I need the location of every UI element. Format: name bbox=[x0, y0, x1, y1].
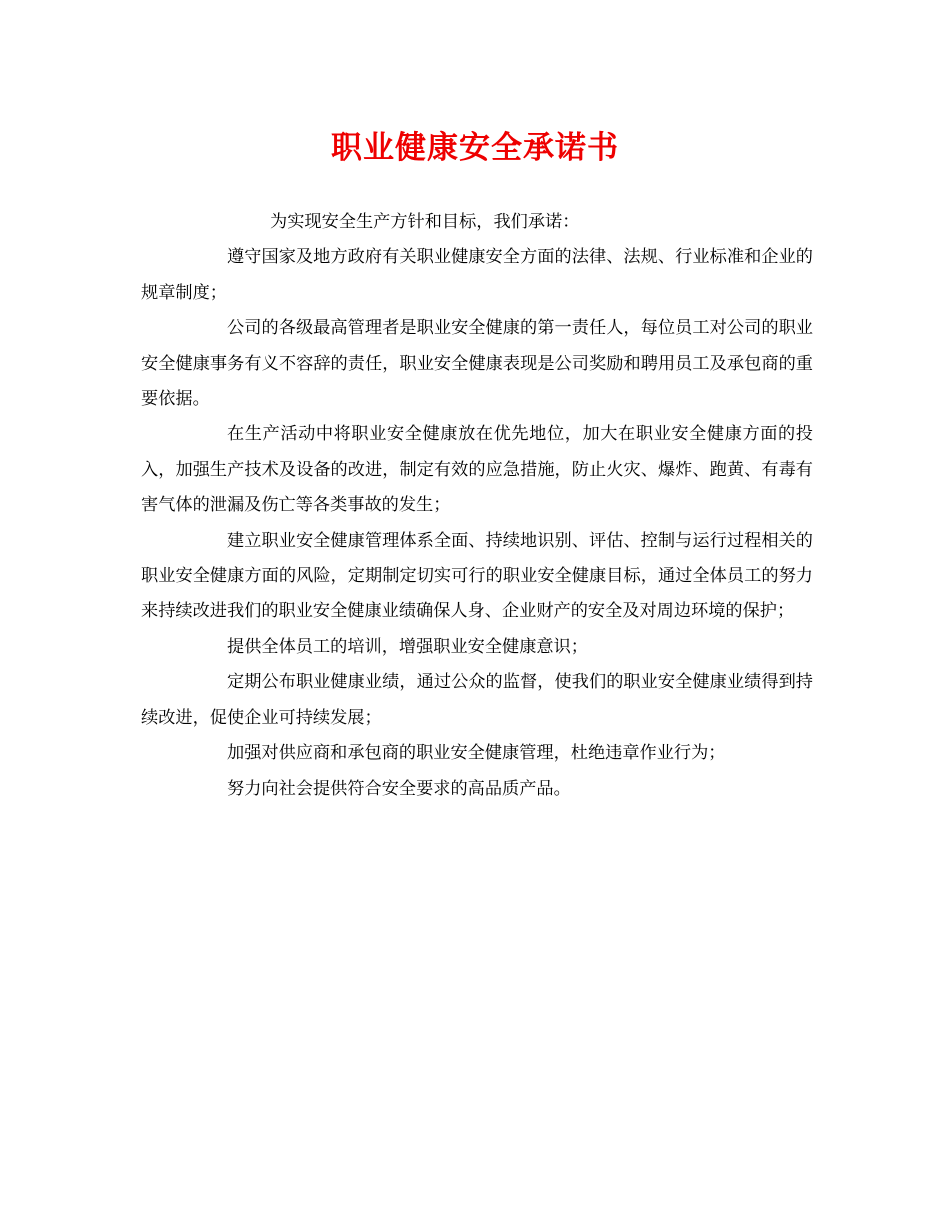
intro-paragraph: 为实现安全生产方针和目标，我们承诺： bbox=[270, 212, 580, 232]
commitment-paragraph-8: 努力向社会提供符合安全要求的高品质产品。 bbox=[227, 778, 571, 799]
commitment-paragraph-3: 在生产活动中将职业安全健康放在优先地位，加大在职业安全健康方面的投入，加强生产技术及设备的改进，制定有效的应急措施，防止火灾、爆炸、跑黄、有毒有害气体的泄漏及伤亡等各类事故的发生； bbox=[141, 424, 813, 516]
commitment-paragraph-5: 提供全体员工的培训，增强职业安全健康意识； bbox=[227, 636, 588, 657]
commitment-paragraph-6: 定期公布职业健康业绩，通过公众的监督，使我们的职业安全健康业绩得到持续改进，促使企业可持续发展； bbox=[141, 672, 813, 728]
commitment-paragraph-4: 建立职业安全健康管理体系全面、持续地识别、评估、控制与运行过程相关的职业安全健康方面的风险，定期制定切实可行的职业安全健康目标，通过全体员工的努力来持续改进我们的职业安全健康业绩确保人身、企业财产的安全及对周边环境的保护； bbox=[141, 530, 813, 622]
commitment-paragraph-2: 公司的各级最高管理者是职业安全健康的第一责任人，每位员工对公司的职业安全健康事务有义不容辞的责任，职业安全健康表现是公司奖励和聘用员工及承包商的重要依据。 bbox=[141, 318, 813, 410]
commitment-paragraph-1: 遵守国家及地方政府有关职业健康安全方面的法律、法规、行业标准和企业的规章制度； bbox=[141, 247, 813, 303]
document-title: 职业健康安全承诺书 bbox=[331, 130, 619, 166]
document-body bbox=[141, 205, 813, 807]
commitment-paragraph-7: 加强对供应商和承包商的职业安全健康管理，杜绝违章作业行为； bbox=[227, 743, 726, 764]
